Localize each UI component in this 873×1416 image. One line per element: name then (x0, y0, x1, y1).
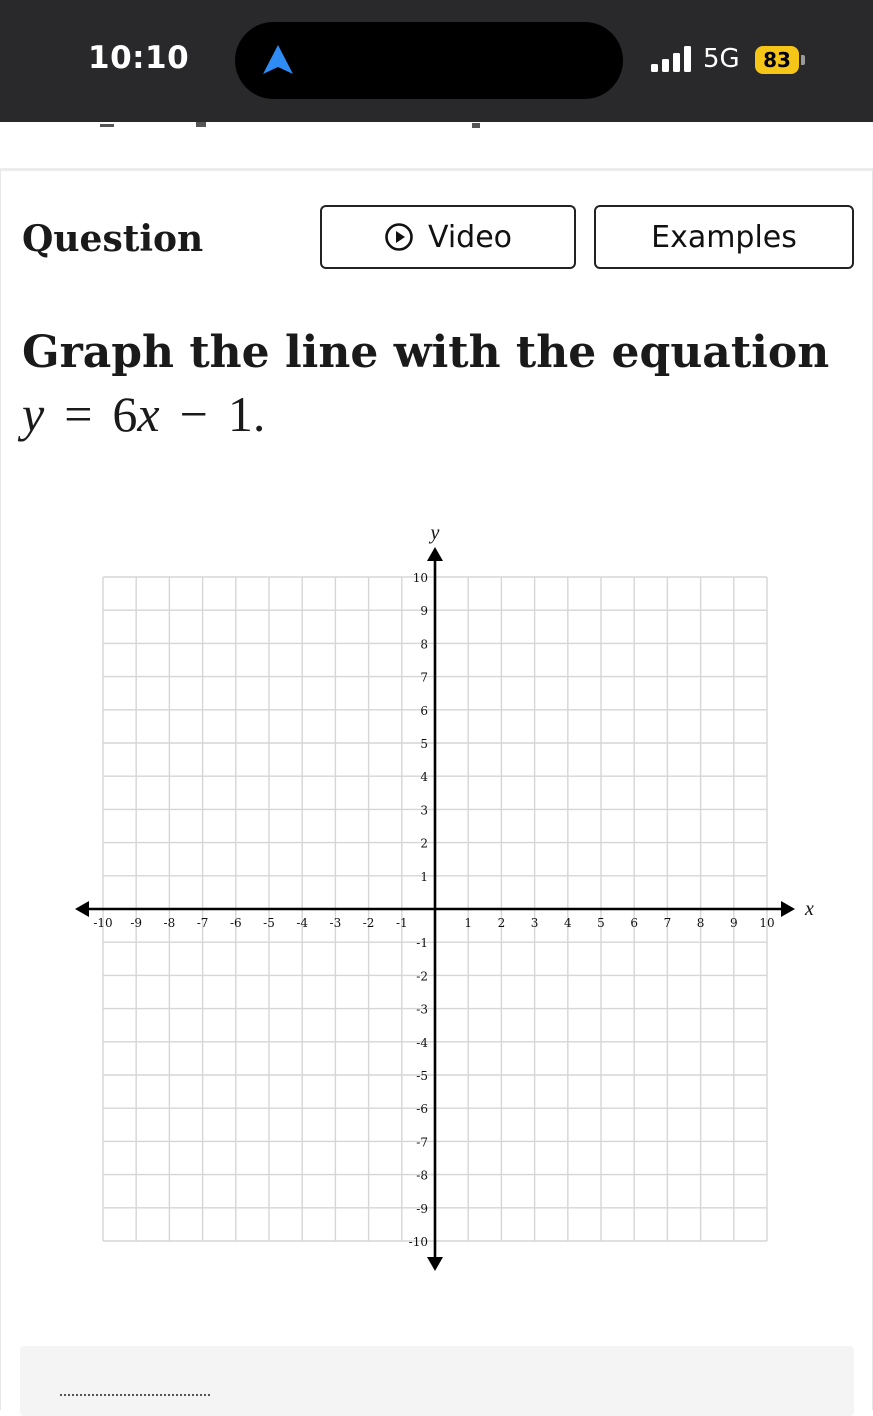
y-tick-label: 2 (420, 836, 428, 851)
examples-button[interactable] (594, 205, 854, 269)
y-tick-label: 8 (420, 637, 428, 652)
y-tick-label: 6 (420, 703, 428, 718)
y-tick-label: 3 (420, 803, 428, 818)
x-axis-label: x (805, 898, 814, 920)
question-prompt: Graph the line with the equation (22, 327, 830, 378)
play-circle-icon (384, 222, 414, 252)
y-tick-label: -5 (416, 1069, 428, 1083)
video-button[interactable] (320, 205, 576, 269)
network-type: 5G (703, 44, 740, 74)
x-tick-label: -5 (263, 916, 275, 930)
x-tick-label: -1 (395, 916, 408, 930)
coordinate-plane[interactable] (0, 505, 873, 1285)
question-title: Question (22, 218, 204, 260)
equation-period: . (252, 386, 266, 442)
equation-variable: x (137, 386, 160, 442)
y-tick-label: -10 (408, 1235, 428, 1249)
equation (22, 385, 265, 443)
x-tick-label: 8 (696, 916, 705, 930)
y-axis-label: y (430, 522, 440, 544)
x-tick-label: -7 (196, 916, 209, 930)
x-tick-label: -6 (229, 916, 242, 930)
x-tick-label: 7 (663, 916, 672, 930)
y-tick-label: -7 (416, 1135, 428, 1150)
battery-tip (801, 55, 805, 65)
x-tick-label: -3 (329, 916, 342, 930)
y-tick-label: 10 (412, 571, 428, 585)
equation-constant: 1 (227, 386, 253, 442)
y-tick-label: -9 (416, 1201, 428, 1216)
x-tick-label: 6 (630, 916, 639, 930)
battery-icon: 83 (755, 46, 799, 74)
examples-button-label: Examples (651, 219, 797, 255)
y-tick-label: -3 (416, 1002, 428, 1017)
y-tick-label: -1 (416, 936, 428, 951)
x-tick-label: -2 (362, 916, 375, 930)
status-bar (0, 0, 873, 122)
status-time: 10:10 (88, 40, 190, 76)
x-tick-label: 1 (464, 916, 473, 930)
x-tick-label: -9 (130, 916, 143, 930)
y-tick-label: -2 (416, 969, 428, 984)
x-tick-label: -10 (93, 916, 113, 930)
y-tick-label: -8 (416, 1168, 428, 1183)
equation-coefficient: 6 (112, 386, 138, 442)
y-tick-label: 7 (420, 670, 428, 685)
x-tick-label: 10 (759, 916, 775, 930)
video-button-label: Video (427, 219, 513, 255)
signal-bars-icon (651, 46, 693, 72)
answer-area[interactable] (20, 1346, 854, 1416)
equation-equals: = (64, 386, 93, 442)
x-tick-label: 5 (597, 916, 605, 930)
y-axis-up-arrow-icon (427, 547, 443, 561)
equation-lhs: y (22, 386, 45, 442)
y-tick-label: 9 (420, 604, 428, 619)
x-axis-right-arrow-icon (781, 901, 795, 917)
x-tick-label: 4 (563, 916, 572, 930)
graph-area[interactable] (0, 505, 873, 1285)
x-axis-left-arrow-icon (75, 901, 89, 917)
y-axis-down-arrow-icon (427, 1257, 443, 1271)
y-tick-label: -4 (416, 1035, 428, 1050)
x-tick-label: -4 (296, 916, 309, 930)
y-tick-label: 5 (420, 737, 428, 751)
navigation-arrow-icon (262, 45, 294, 75)
x-tick-label: 9 (729, 916, 738, 930)
y-tick-label: 1 (420, 869, 428, 884)
y-tick-label: 4 (420, 770, 428, 785)
x-tick-label: 2 (497, 916, 506, 930)
clipped-content-edge (0, 120, 873, 130)
equation-minus: − (179, 386, 208, 442)
x-tick-label: -8 (163, 916, 176, 930)
y-tick-label: -6 (416, 1102, 428, 1117)
x-tick-label: 3 (530, 916, 539, 930)
